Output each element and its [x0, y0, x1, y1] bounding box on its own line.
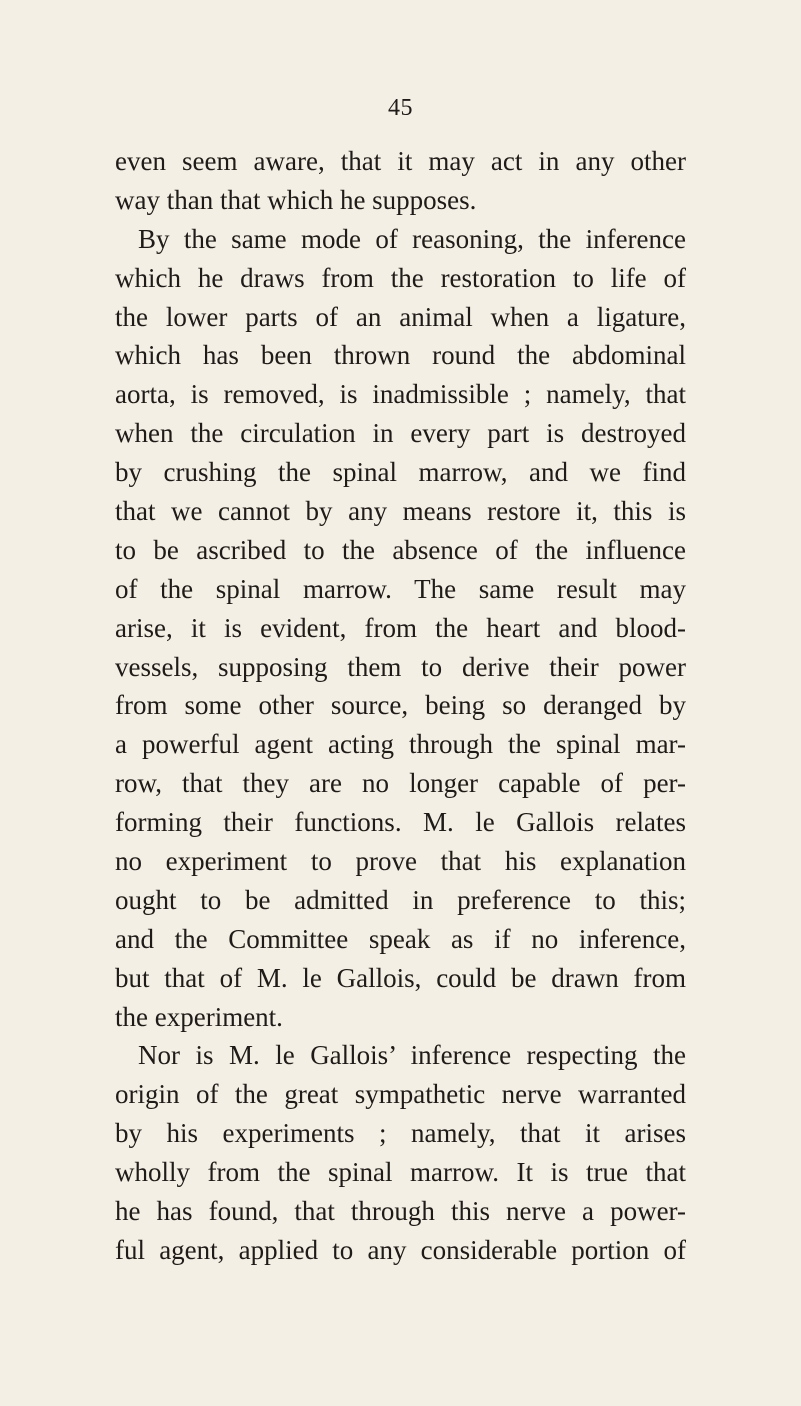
- text-line: vessels, supposing them to derive their power: [115, 651, 686, 682]
- text-line: ought to be admitted in preference to this;: [115, 884, 686, 915]
- text-line: a powerful agent acting through the spinal mar-: [115, 729, 686, 760]
- text-line: arise, it is evident, from the heart and blood-: [115, 612, 686, 643]
- text-line: but that of M. le Gallois, could be drawn from: [115, 962, 686, 993]
- text-line: he has found, that through this nerve a power-: [115, 1196, 686, 1227]
- paragraph-start-line: By the same mode of reasoning, the inference: [138, 223, 686, 254]
- text-line: that we cannot by any means restore it, this is: [115, 496, 686, 527]
- page-number: 45: [388, 95, 413, 121]
- text-line: way than that which he supposes.: [115, 184, 477, 215]
- text-line: no experiment to prove that his explanation: [115, 846, 686, 877]
- text-line: even seem aware, that it may act in any other: [115, 146, 686, 176]
- text-line: to be ascribed to the absence of the influence: [115, 534, 686, 565]
- text-line: origin of the great sympathetic nerve warranted: [115, 1079, 686, 1110]
- text-line: of the spinal marrow. The same result may: [115, 573, 686, 604]
- paragraph-start-line: Nor is M. le Gallois’ inference respecting the: [138, 1040, 686, 1071]
- text-line: by his experiments ; namely, that it arises: [115, 1118, 686, 1149]
- text-line: forming their functions. M. le Gallois relates: [115, 807, 686, 838]
- text-line: the experiment.: [115, 1001, 283, 1032]
- text-line: which has been thrown round the abdominal: [115, 340, 686, 371]
- text-line: when the circulation in every part is destroyed: [115, 418, 686, 449]
- body-text: [115, 142, 686, 1270]
- text-line: aorta, is removed, is inadmissible ; namely, that: [115, 379, 686, 410]
- text-line: by crushing the spinal marrow, and we find: [115, 457, 686, 488]
- text-line: ful agent, applied to any considerable portion of: [115, 1234, 686, 1265]
- text-line: wholly from the spinal marrow. It is true that: [115, 1157, 686, 1188]
- text-line: which he draws from the restoration to life of: [115, 262, 686, 293]
- text-line: from some other source, being so deranged by: [115, 690, 686, 721]
- text-line: the lower parts of an animal when a ligature,: [115, 301, 686, 332]
- text-line: and the Committee speak as if no inference,: [115, 923, 686, 954]
- text-line: row, that they are no longer capable of per-: [115, 768, 686, 799]
